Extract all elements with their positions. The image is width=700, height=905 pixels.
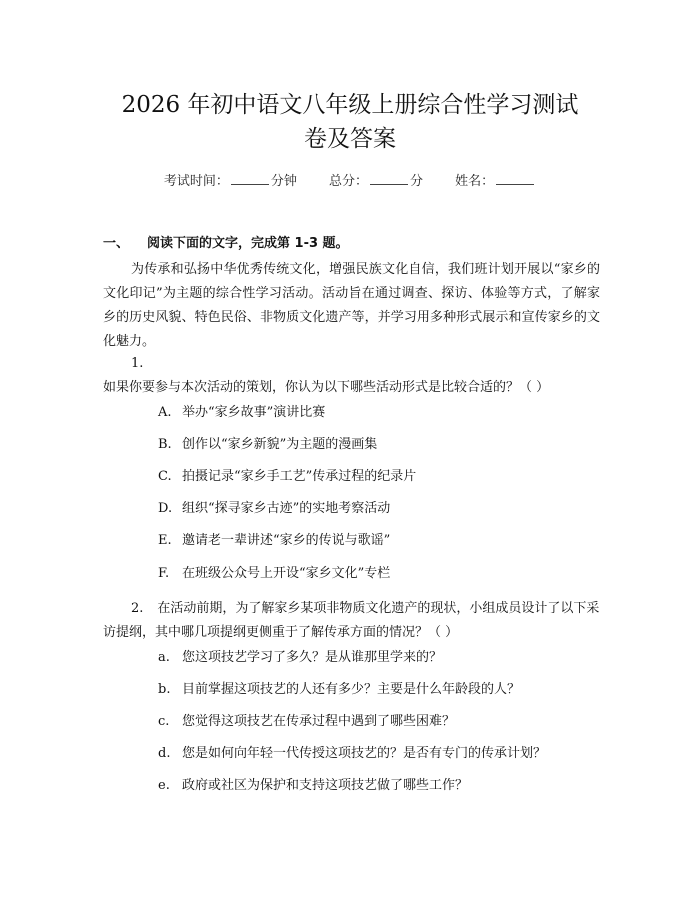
- meta-name: [455, 170, 536, 189]
- option-letter: e.: [158, 778, 170, 793]
- question-1-number: 1.: [131, 356, 144, 371]
- score-label: 总分：: [328, 174, 368, 189]
- option-letter: D.: [158, 501, 173, 516]
- option-letter: B.: [158, 437, 172, 452]
- q1-option-c: [158, 467, 416, 487]
- option-letter: c.: [158, 714, 170, 729]
- time-label: 考试时间：: [163, 174, 229, 189]
- option-letter: F.: [158, 566, 170, 581]
- score-unit: 分: [410, 174, 424, 189]
- option-text: 邀请老一辈讲述“家乡的传说与歌谣”: [182, 533, 391, 548]
- section-heading: [103, 232, 349, 251]
- reading-passage: 为传承和弘扬中华优秀传统文化，增强民族文化自信，我们班计划开展以“家乡的文化印记”为主题的综合性学习活动。活动旨在通过调查、探访、体验等方式，了解家乡的历史风貌、特色民俗、非物质文化遗产等，并学习用多种形式展示和宣传家乡的文化魅力。: [103, 262, 600, 349]
- title-line-2: 卷及答案: [304, 126, 396, 152]
- option-text: 目前掌握这项技艺的人还有多少？主要是什么年龄段的人？: [182, 682, 521, 697]
- section-number: 一、: [103, 236, 130, 251]
- option-text: 在班级公众号上开设“家乡文化”专栏: [182, 566, 391, 581]
- q2-option-a: [158, 648, 442, 668]
- option-text: 您这项技艺学习了多久？是从谁那里学来的？: [182, 650, 443, 665]
- question-1-text: 如果你要参与本次活动的策划，你认为以下哪些活动形式是比较合适的？（ ）: [103, 380, 550, 395]
- q2-option-d: [158, 744, 546, 764]
- q2-option-b: [158, 680, 520, 700]
- option-letter: b.: [158, 682, 171, 697]
- q2-option-c: [158, 712, 455, 732]
- q1-option-d: [158, 499, 390, 519]
- option-text: 政府或社区为保护和支持这项技艺做了哪些工作？: [182, 778, 469, 793]
- question-2: [103, 597, 600, 645]
- name-label: 姓名：: [455, 174, 495, 189]
- question-2-number: 2.: [131, 601, 144, 616]
- time-unit: 分钟: [270, 174, 297, 189]
- q2-option-e: [158, 776, 468, 796]
- meta-time: [164, 170, 297, 189]
- option-text: 组织“探寻家乡古迹”的实地考察活动: [182, 501, 391, 516]
- q1-option-a: [158, 403, 325, 423]
- document-title: [0, 88, 700, 156]
- section-text: 阅读下面的文字，完成第 1-3 题。: [147, 236, 349, 251]
- question-1: [103, 352, 600, 400]
- option-letter: a.: [158, 650, 170, 665]
- option-text: 您是如何向年轻一代传授这项技艺的？是否有专门的传承计划？: [182, 746, 547, 761]
- option-text: 您觉得这项技艺在传承过程中遇到了哪些困难？: [182, 714, 456, 729]
- q1-option-e: [158, 531, 390, 551]
- option-letter: E.: [158, 533, 172, 548]
- name-blank: [496, 173, 534, 185]
- option-text: 创作以“家乡新貌”为主题的漫画集: [182, 437, 378, 452]
- meta-score: [329, 170, 423, 189]
- exam-meta: [0, 170, 700, 189]
- question-2-text: 在活动前期，为了解家乡某项非物质文化遗产的现状，小组成员设计了以下采访提纲，其中哪几项提纲更侧重于了解传承方面的情况？（ ）: [103, 601, 600, 640]
- option-letter: A.: [158, 405, 172, 420]
- option-text: 举办“家乡故事”演讲比赛: [182, 405, 326, 420]
- option-text: 拍摄记录“家乡手工艺”传承过程的纪录片: [182, 469, 417, 484]
- title-line-1: 2026 年初中语文八年级上册综合性学习测试: [121, 92, 579, 118]
- option-letter: C.: [158, 469, 172, 484]
- option-letter: d.: [158, 746, 171, 761]
- q1-option-f: [158, 564, 390, 584]
- time-blank: [231, 173, 269, 185]
- score-blank: [370, 173, 408, 185]
- q1-option-b: [158, 435, 377, 455]
